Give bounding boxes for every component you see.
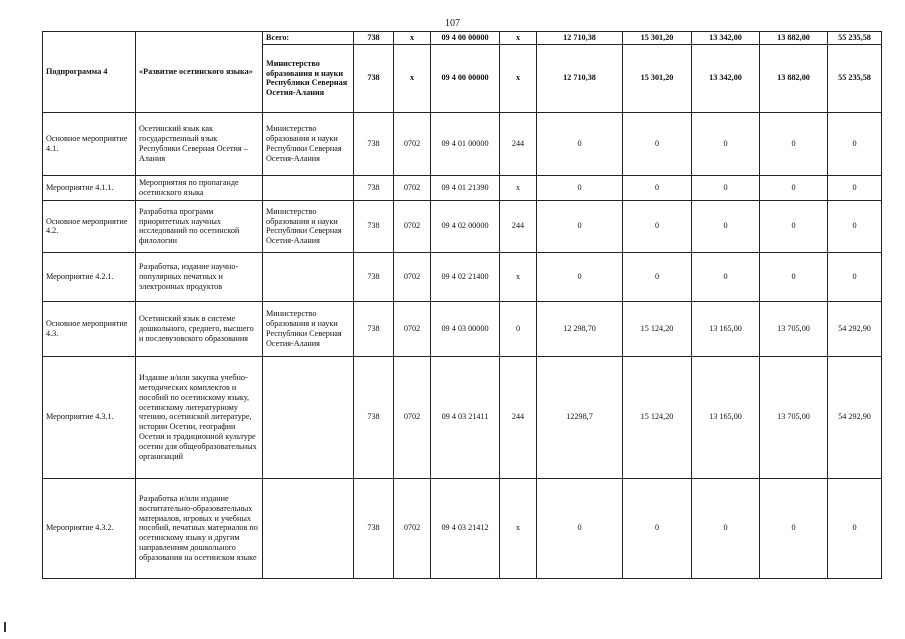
grbs-cell: 738 xyxy=(354,200,394,252)
row-name-cell: Мероприятия по пропаганде осетинского языка xyxy=(136,175,263,200)
grbs-cell: 738 xyxy=(354,478,394,578)
row-executor-cell xyxy=(263,252,354,301)
table-row xyxy=(43,175,882,200)
grbs-cell: 738 xyxy=(354,32,394,45)
year-4-cell: 13 882,00 xyxy=(760,44,828,112)
table-row xyxy=(43,478,882,578)
row-executor-cell: Министерство образования и науки Республики Северная Осетия-Алания xyxy=(263,112,354,175)
grbs-cell: 738 xyxy=(354,356,394,478)
sum-cell: 55 235,58 xyxy=(828,44,882,112)
vr-cell: x xyxy=(500,252,537,301)
year-4-cell: 0 xyxy=(760,175,828,200)
year-1-cell: 12298,7 xyxy=(537,356,623,478)
year-1-cell: 0 xyxy=(537,252,623,301)
year-1-cell: 12 710,38 xyxy=(537,44,623,112)
row-executor-cell xyxy=(263,356,354,478)
row-level-cell: Мероприятие 4.3.2. xyxy=(43,478,136,578)
csr-cell: 09 4 03 21412 xyxy=(431,478,500,578)
grbs-cell: 738 xyxy=(354,301,394,356)
row-executor-cell: Министерство образования и науки Республики Северная Осетия-Алания xyxy=(263,44,354,112)
sum-cell: 0 xyxy=(828,175,882,200)
year-2-cell: 15 124,20 xyxy=(623,301,692,356)
year-2-cell: 0 xyxy=(623,252,692,301)
sum-cell: 0 xyxy=(828,200,882,252)
year-4-cell: 0 xyxy=(760,200,828,252)
csr-cell: 09 4 02 21400 xyxy=(431,252,500,301)
row-level-cell: Основное мероприятие 4.3. xyxy=(43,301,136,356)
table-row xyxy=(43,356,882,478)
row-name-cell: Разработка, издание научно-популярных печатных и электронных продуктов xyxy=(136,252,263,301)
year-1-cell: 0 xyxy=(537,112,623,175)
csr-cell: 09 4 01 00000 xyxy=(431,112,500,175)
row-level-cell: Основное мероприятие 4.1. xyxy=(43,112,136,175)
grbs-cell: 738 xyxy=(354,175,394,200)
year-3-cell: 13 342,00 xyxy=(692,44,760,112)
year-1-cell: 0 xyxy=(537,175,623,200)
vr-cell: 244 xyxy=(500,112,537,175)
year-3-cell: 0 xyxy=(692,112,760,175)
rzpr-cell: 0702 xyxy=(394,478,431,578)
year-3-cell: 13 165,00 xyxy=(692,301,760,356)
grbs-cell: 738 xyxy=(354,252,394,301)
grbs-cell: 738 xyxy=(354,112,394,175)
sum-cell: 55 235,58 xyxy=(828,32,882,45)
row-name-cell: Осетинский язык в системе дошкольного, среднего, высшего и послевузовского образования xyxy=(136,301,263,356)
sum-cell: 0 xyxy=(828,252,882,301)
vr-cell: x xyxy=(500,175,537,200)
year-2-cell: 0 xyxy=(623,112,692,175)
table-row xyxy=(43,301,882,356)
year-1-cell: 0 xyxy=(537,478,623,578)
year-2-cell: 0 xyxy=(623,200,692,252)
sum-cell: 54 292,90 xyxy=(828,356,882,478)
year-2-cell: 15 124,20 xyxy=(623,356,692,478)
vr-cell: x xyxy=(500,32,537,45)
row-name-cell: Разработка и/или издание воспитательно-образовательных материалов, игровых и учебных пособий, печатных материалов по осетинскому языку и другим направлениям дошкольного образования на осетинском языке xyxy=(136,478,263,578)
vr-cell: 244 xyxy=(500,356,537,478)
year-1-cell: 0 xyxy=(537,200,623,252)
row-executor-cell xyxy=(263,175,354,200)
page-number: 107 xyxy=(445,18,460,29)
year-4-cell: 13 882,00 xyxy=(760,32,828,45)
year-3-cell: 0 xyxy=(692,252,760,301)
rzpr-cell: 0702 xyxy=(394,112,431,175)
budget-table xyxy=(42,31,882,579)
vr-cell: 0 xyxy=(500,301,537,356)
rzpr-cell: x xyxy=(394,44,431,112)
year-4-cell: 13 705,00 xyxy=(760,301,828,356)
year-3-cell: 0 xyxy=(692,175,760,200)
csr-cell: 09 4 00 00000 xyxy=(431,32,500,45)
year-4-cell: 0 xyxy=(760,112,828,175)
rzpr-cell: x xyxy=(394,32,431,45)
row-name-cell: Разработка программ приоритетных научных исследований по осетинской филологии xyxy=(136,200,263,252)
row-name-cell: Осетинский язык как государственный язык Республики Северная Осетия – Алания xyxy=(136,112,263,175)
row-level-cell: Мероприятие 4.3.1. xyxy=(43,356,136,478)
rzpr-cell: 0702 xyxy=(394,200,431,252)
vr-cell: x xyxy=(500,44,537,112)
csr-cell: 09 4 02 00000 xyxy=(431,200,500,252)
vr-cell: x xyxy=(500,478,537,578)
row-executor-cell: Министерство образования и науки Республики Северная Осетия-Алания xyxy=(263,200,354,252)
year-3-cell: 13 165,00 xyxy=(692,356,760,478)
year-2-cell: 0 xyxy=(623,478,692,578)
rzpr-cell: 0702 xyxy=(394,252,431,301)
year-3-cell: 13 342,00 xyxy=(692,32,760,45)
row-level-cell: Мероприятие 4.2.1. xyxy=(43,252,136,301)
year-3-cell: 0 xyxy=(692,200,760,252)
rzpr-cell: 0702 xyxy=(394,175,431,200)
row-name-cell: Издание и/или закупка учебно-методических комплектов и пособий по осетинскому языку, осетинскому литературному чтению, осетинской литературе, истории Осетии, географии Осетии и традиционной культуре осетин для общеобразовательных организаций xyxy=(136,356,263,478)
grbs-cell: 738 xyxy=(354,44,394,112)
vr-cell: 244 xyxy=(500,200,537,252)
row-level-cell: Мероприятие 4.1.1. xyxy=(43,175,136,200)
csr-cell: 09 4 00 00000 xyxy=(431,44,500,112)
year-1-cell: 12 298,70 xyxy=(537,301,623,356)
year-2-cell: 15 301,20 xyxy=(623,44,692,112)
row-level-cell: Подпрограмма 4 xyxy=(43,32,136,113)
row-executor-cell xyxy=(263,478,354,578)
year-4-cell: 0 xyxy=(760,478,828,578)
year-2-cell: 15 301,20 xyxy=(623,32,692,45)
sum-cell: 0 xyxy=(828,112,882,175)
row-executor-cell: Министерство образования и науки Республики Северная Осетия-Алания xyxy=(263,301,354,356)
sum-cell: 0 xyxy=(828,478,882,578)
table-row xyxy=(43,252,882,301)
scan-edge-mark xyxy=(4,622,6,632)
csr-cell: 09 4 01 21390 xyxy=(431,175,500,200)
year-4-cell: 13 705,00 xyxy=(760,356,828,478)
rzpr-cell: 0702 xyxy=(394,301,431,356)
table-row xyxy=(43,32,882,45)
table-row xyxy=(43,200,882,252)
table-row xyxy=(43,112,882,175)
rzpr-cell: 0702 xyxy=(394,356,431,478)
row-executor-cell: Всего: xyxy=(263,32,354,45)
year-4-cell: 0 xyxy=(760,252,828,301)
row-level-cell: Основное мероприятие 4.2. xyxy=(43,200,136,252)
csr-cell: 09 4 03 00000 xyxy=(431,301,500,356)
year-1-cell: 12 710,38 xyxy=(537,32,623,45)
year-3-cell: 0 xyxy=(692,478,760,578)
row-name-cell: «Развитие осетинского языка» xyxy=(136,32,263,113)
year-2-cell: 0 xyxy=(623,175,692,200)
csr-cell: 09 4 03 21411 xyxy=(431,356,500,478)
sum-cell: 54 292,90 xyxy=(828,301,882,356)
